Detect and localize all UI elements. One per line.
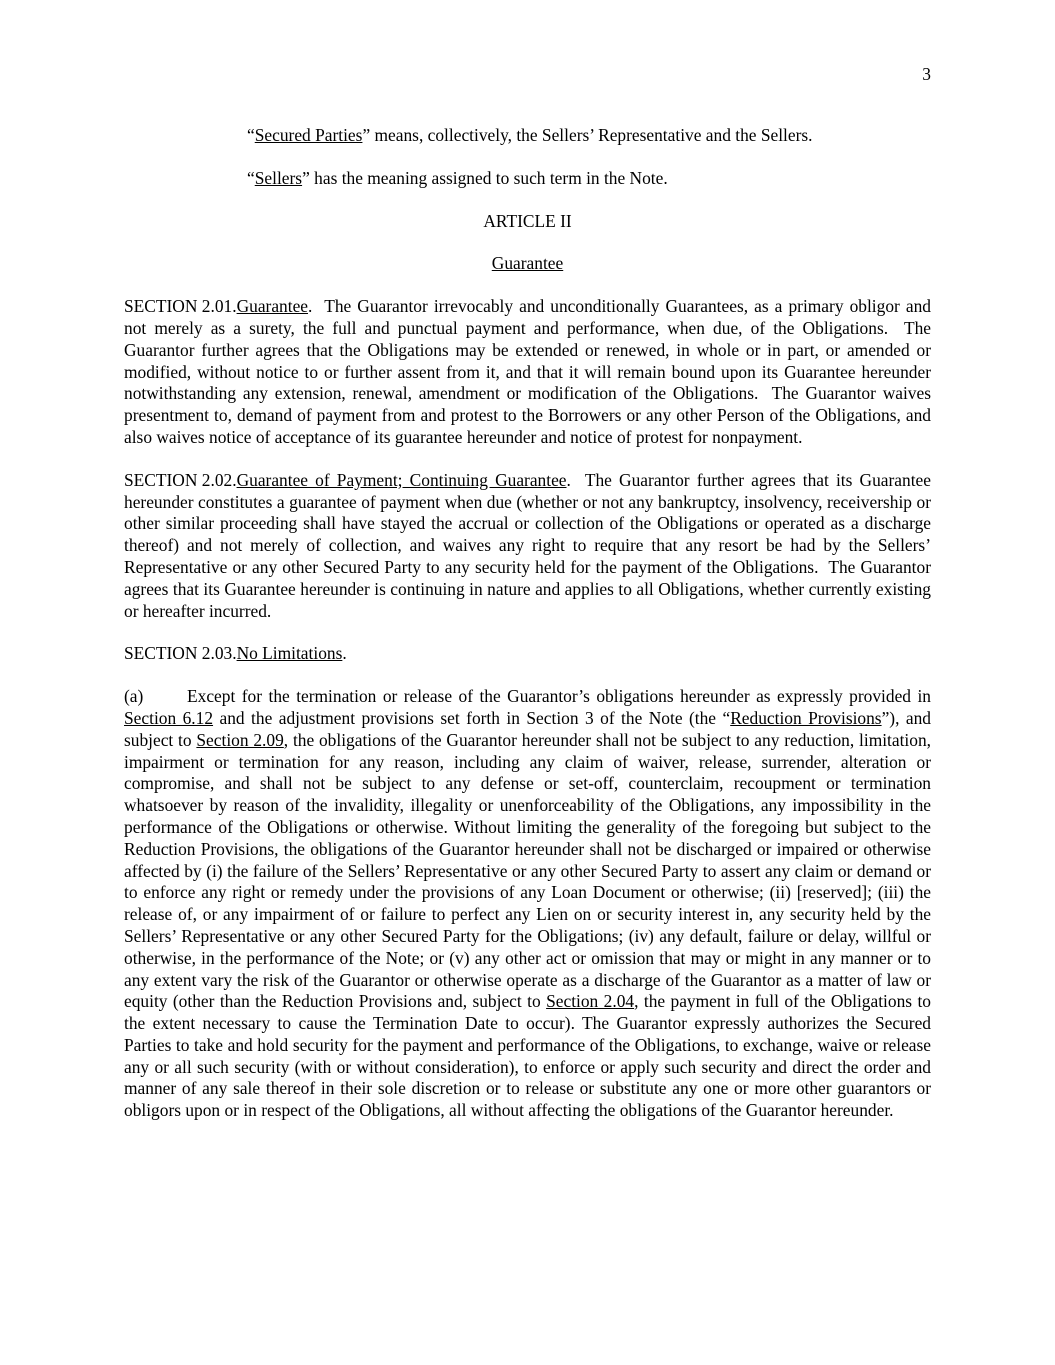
section-number: SECTION 2.02. bbox=[124, 469, 237, 490]
article-title bbox=[124, 253, 931, 275]
subsection-a bbox=[124, 686, 931, 1122]
section-body: The Guarantor further agrees that its Guarantee hereunder constitutes a guarantee of payment when due (whether or not any bankruptcy, insolvency, receivership or other similar proceeding shall have stayed the accrual or collection of the Obligations or operated as a discharge thereof) and not merely of collection, and waives any right to require that any resort be had by the Sellers’ Representative or any other Secured Party to any security held for the payment of the Obligations. The Guarantor agrees that its Guarantee hereunder is continuing in nature and applies to all Obligations, whether currently existing or hereafter incurred. bbox=[124, 469, 936, 621]
section-title: Guarantee bbox=[236, 296, 309, 317]
subsection-label: (a) bbox=[124, 686, 144, 707]
section-number: SECTION 2.01. bbox=[124, 296, 237, 317]
definition-text: has the meaning assigned to such term in the Note. bbox=[309, 167, 668, 188]
section-title: Guarantee of Payment; Continuing Guarantee bbox=[236, 469, 567, 490]
definition-sellers bbox=[124, 168, 931, 190]
cross-reference-section-2-04: Section 2.04 bbox=[546, 991, 635, 1012]
definition-secured-parties bbox=[124, 125, 931, 147]
open-quote: “ bbox=[247, 125, 255, 145]
article-heading: ARTICLE II bbox=[483, 210, 572, 231]
section-number: SECTION 2.03. bbox=[124, 643, 237, 664]
article-title-text: Guarantee bbox=[491, 253, 564, 274]
defined-term: Secured Parties bbox=[254, 125, 363, 145]
close-quote: ” bbox=[302, 167, 310, 188]
section-title: No Limitations bbox=[236, 643, 343, 664]
section-2-01 bbox=[124, 296, 936, 449]
definition-text: means, collectively, the Sellers’ Representative and the Sellers. bbox=[370, 125, 813, 145]
subsection-text: and the adjustment provisions set forth in Section 3 of the Note (the “ bbox=[213, 707, 731, 728]
section-title-suffix: . bbox=[342, 643, 347, 664]
section-2-02 bbox=[124, 469, 936, 623]
section-title-suffix: . bbox=[308, 296, 313, 317]
cross-reference-section-6-12: Section 6.12 bbox=[124, 707, 214, 728]
defined-term-reduction-provisions: Reduction Provisions bbox=[730, 707, 882, 728]
close-quote: ” bbox=[362, 125, 371, 145]
section-body: The Guarantor irrevocably and unconditionally Guarantees, as a primary obligor and not merely as a surety, the full and punctual payment and performance, when due, of the Obligations. The Guarantor further agrees that the Obligations may be extended or renewed, in whole or in part, or amended or modified, without notice to or further assent from it, and that it will remain bound upon its Guarantee hereunder notwithstanding any extension, renewal, amendment or modification of the Obligations. The Guarantor waives presentment to, demand of payment from and protest to the Borrowers or any other Person of the Obligations, and also waives notice of acceptance of its guarantee hereunder and notice of protest for nonpayment. bbox=[124, 296, 936, 447]
defined-term: Sellers bbox=[254, 167, 303, 188]
subsection-text: , the payment in full of the Obligations to the extent necessary to cause the Termination Date to occur). The Guarantor expressly authorizes the Secured Parties to take and hold security for the payment and performance of the Obligations, to exchange, waive or release any or all such security (with or without consideration), to enforce or apply such security and direct the order and manner of any sale thereof in their sole discretion or to release or substitute any one or more other guarantors or obligors upon or in respect of the Obligations, all without affecting the obligations of the Guarantor hereunder. bbox=[124, 991, 931, 1121]
section-2-03 bbox=[124, 643, 931, 665]
document-body bbox=[124, 125, 936, 1122]
cross-reference-section-2-09: Section 2.09 bbox=[196, 729, 284, 750]
subsection-text: ”), and subject to bbox=[124, 707, 931, 750]
page-number: 3 bbox=[922, 64, 931, 84]
open-quote: “ bbox=[247, 167, 255, 188]
section-title-suffix: . bbox=[566, 469, 571, 490]
subsection-text: , the obligations of the Guarantor hereunder shall not be subject to any reduction, limitation, impairment or termination for any reason, including any claim of waiver, release, surrender, alteration or compromise, and shall not be subject to any defense or set-off, counterclaim, recoupment or termination whatsoever by reason of the invalidity, illegality or unenforceability of the Obligations, any impossibility in the performance of the Obligations or otherwise. Without limiting the generality of the foregoing but subject to the Reduction Provisions, the obligations of the Guarantor hereunder shall not be discharged or impaired or otherwise affected by (i) the failure of the Sellers’ Representative or any other Secured Party to assert any claim or demand or to enforce any right or remedy under the provisions of any Loan Document or otherwise; (ii) [reserved]; (iii) the release of, or any impairment of or failure to perfect any Lien on or security interest in, any security held by the Sellers’ Representative or any other Secured Party for the Obligations; (iv) any default, failure or delay, willful or otherwise, in the performance of the Note; or (v) any other act or omission that may or might in any manner or to any extent vary the risk of the Guarantor or otherwise operate as a discharge of the Guarantor as a matter of law or equity (other than the Reduction Provisions and, subject to bbox=[124, 729, 931, 1012]
subsection-text: Except for the termination or release of the Guarantor’s obligations hereunder as expressly provided in bbox=[187, 686, 931, 707]
